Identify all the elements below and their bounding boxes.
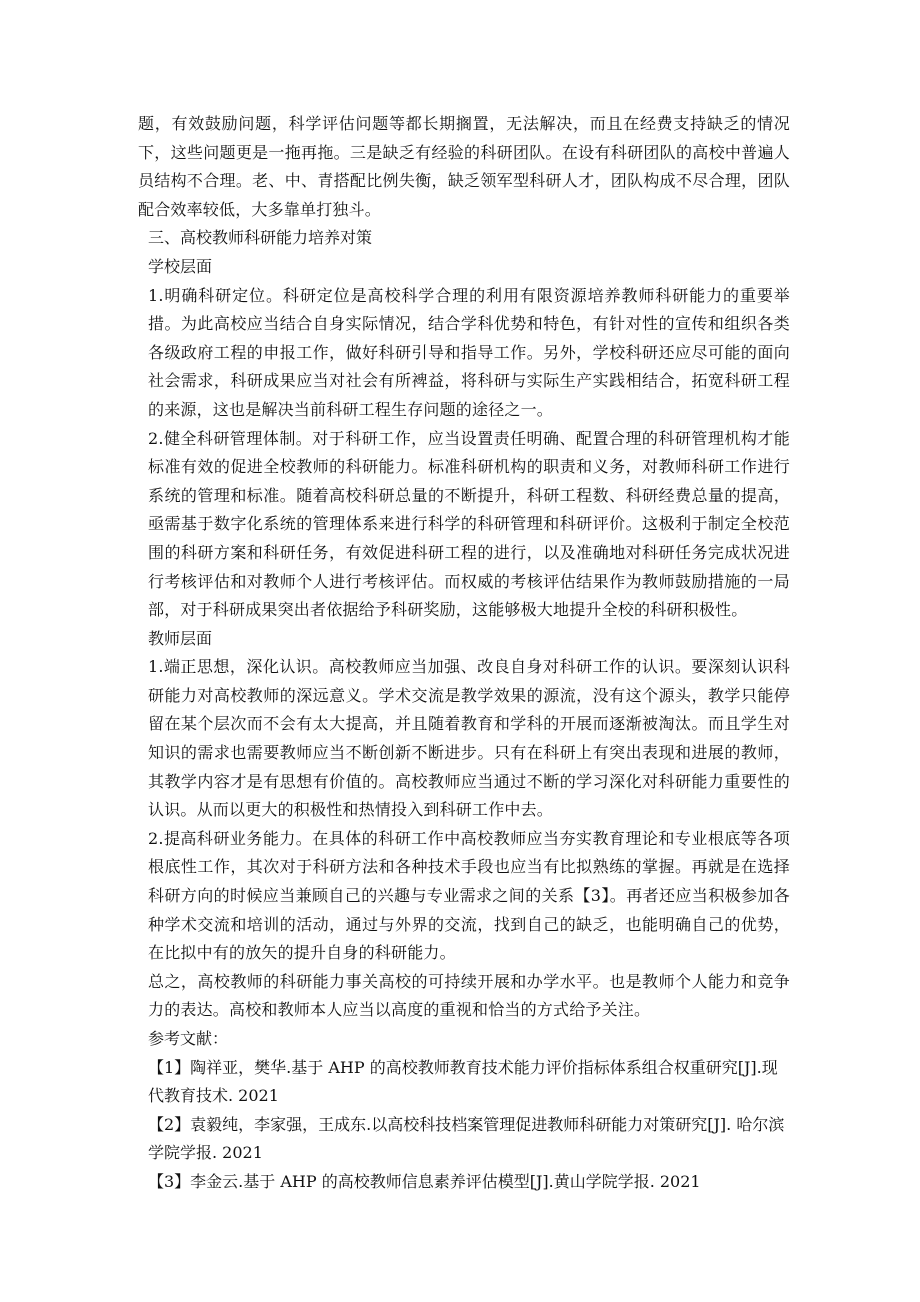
subsection-heading-school: 学校层面	[148, 256, 213, 276]
paragraph-teacher-2: 2.提高科研业务能力。在具体的科研工作中高校教师应当夯实教育理论和专业根底等各项根底性工作，其次对于科研方法和各种技术手段也应当有比拟熟练的掌握。再就是在选择科研方向的时候应当兼顾自己的兴趣与专业需求之间的关系【3】。再者还应当积极参加各种学术交流和培训的活动，通过与外界的交流，找到自己的缺乏，也能明确自己的优势，在比拟中有的放矢的提升自身的科研能力。	[148, 828, 790, 963]
paragraph-conclusion: 总之，高校教师的科研能力事关高校的可持续开展和办学水平。也是教师个人能力和竞争力的表达。高校和教师本人应当以高度的重视和恰当的方式给予关注。	[148, 971, 790, 1020]
reference-item-3: 【3】李金云.基于 AHP 的高校教师信息素养评估模型[J].黄山学院学报. 2021	[148, 1171, 701, 1191]
section-heading: 三、高校教师科研能力培养对策	[148, 228, 373, 248]
paragraph-teacher-1: 1.端正思想，深化认识。高校教师应当加强、改良自身对科研工作的认识。要深刻认识科研能力对高校教师的深远意义。学术交流是教学效果的源流，没有这个源头，教学只能停留在某个层次而不会有太大提高，并且随着教育和学科的开展而逐渐被淘汰。而且学生对知识的需求也需要教师应当不断创新不断进步。只有在科研上有突出表现和进展的教师，其教学内容才是有思想有价值的。高校教师应当通过不断的学习深化对科研能力重要性的认识。从而以更大的积极性和热情投入到科研工作中去。	[148, 657, 790, 820]
paragraph-school-1: 1.明确科研定位。科研定位是高校科学合理的利用有限资源培养教师科研能力的重要举措。为此高校应当结合自身实际情况，结合学科优势和特色，有针对性的宣传和组织各类各级政府工程的申报工作，做好科研引导和指导工作。另外，学校科研还应尽可能的面向社会需求，科研成果应当对社会有所裨益，将科研与实际生产实践相结合，拓宽科研工程的来源，这也是解决当前科研工程生存问题的途径之一。	[148, 285, 790, 419]
references-heading: 参考文献：	[148, 1029, 229, 1048]
paragraph-school-2: 2.健全科研管理体制。对于科研工作，应当设置责任明确、配置合理的科研管理机构才能标准有效的促进全校教师的科研能力。标准科研机构的职责和义务，对教师科研工作进行系统的管理和标准。随着高校科研总量的不断提升，科研工程数、科研经费总量的提高，亟需基于数字化系统的管理体系来进行科学的科研管理和科研评价。这极利于制定全校范围的科研方案和科研任务，有效促进科研工程的进行，以及准确地对科研任务完成状况进行考核评估和对教师个人进行考核评估。而权威的考核评估结果作为教师鼓励措施的一局部，对于科研成果突出者依据给予科研奖励，这能够极大地提升全校的科研积极性。	[148, 428, 790, 620]
reference-item-1: 【1】陶祥亚，樊华.基于 AHP 的高校教师教育技术能力评价指标体系组合权重研究[J].现代教育技术. 2021	[148, 1057, 778, 1106]
reference-item-2: 【2】袁毅纯，李家强，王成东.以高校科技档案管理促进教师科研能力对策研究[J]. 哈尔滨学院学报. 2021	[148, 1114, 785, 1163]
paragraph-intro: 题，有效鼓励问题，科学评估问题等都长期搁置，无法解决，而且在经费支持缺乏的情况下，这些问题更是一拖再拖。三是缺乏有经验的科研团队。在设有科研团队的高校中普遍人员结构不合理。老、中、青搭配比例失衡，缺乏领军型科研人才，团队构成不尽合理，团队配合效率较低，大多靠单打独斗。	[138, 114, 790, 219]
document-body	[138, 110, 790, 1197]
subsection-heading-teacher: 教师层面	[148, 628, 213, 648]
